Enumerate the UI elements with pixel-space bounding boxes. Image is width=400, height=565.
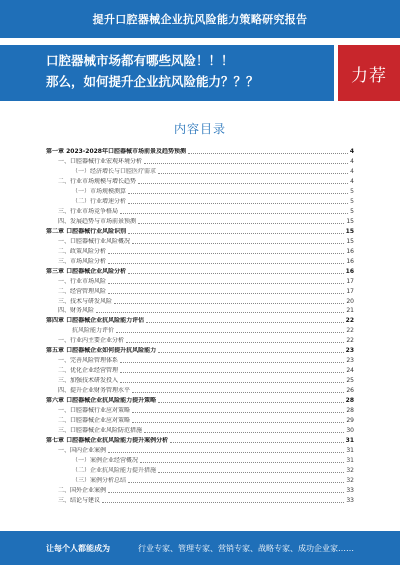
- toc-entry-title: 三、口腔器械企业风险防范措施: [58, 427, 143, 435]
- toc-entry-title: 第六章 口腔器械企业抗风险能力提升策略: [46, 397, 157, 405]
- toc-entry-page: 16: [346, 257, 354, 265]
- toc-entry[interactable]: [46, 256, 354, 266]
- toc-entry-title: 四、财务风险: [58, 307, 95, 315]
- toc-entry-page: 30: [346, 427, 354, 435]
- toc-entry-page: 31: [346, 457, 354, 464]
- toc-entry[interactable]: [46, 455, 354, 465]
- toc-entry[interactable]: [46, 176, 354, 186]
- toc-dot-leader: [158, 173, 348, 174]
- toc-entry-title: 一、口腔器械行业宏观环境分析: [58, 157, 143, 165]
- toc-dot-leader: [108, 452, 344, 453]
- toc-entry[interactable]: [46, 465, 354, 475]
- toc-dot-leader: [128, 193, 348, 194]
- toc-entry[interactable]: [46, 306, 354, 316]
- footer-bar: [0, 531, 400, 565]
- toc-dot-leader: [144, 432, 344, 433]
- toc-entry[interactable]: [46, 325, 354, 335]
- toc-dot-leader: [108, 253, 344, 254]
- toc-entry-title: 二、口腔器械企业应对策略: [58, 417, 131, 425]
- toc-dot-leader: [170, 442, 344, 443]
- toc-entry[interactable]: [46, 365, 354, 375]
- toc-entry-title: 二、优化企业经营管理: [58, 367, 119, 375]
- toc-dot-leader: [158, 402, 344, 403]
- toc-entry-page: 20: [346, 297, 354, 305]
- toc-entry-title: 一、国内企业案例: [58, 447, 107, 455]
- toc-entry-page: 15: [346, 217, 354, 225]
- toc-dot-leader: [132, 412, 344, 413]
- toc-dot-leader: [144, 163, 348, 164]
- toc-entry-page: 17: [346, 277, 354, 285]
- toc-entry[interactable]: [46, 485, 354, 495]
- toc-dot-leader: [102, 502, 344, 503]
- toc-dot-leader: [140, 462, 344, 463]
- recommend-badge-label: 力荐: [351, 65, 387, 86]
- toc-entry-page: 5: [350, 197, 354, 205]
- toc-dot-leader: [96, 312, 344, 313]
- toc-entry[interactable]: [46, 186, 354, 196]
- toc-entry[interactable]: [46, 335, 354, 345]
- toc-entry[interactable]: [46, 395, 354, 405]
- toc-entry-page: 24: [346, 367, 354, 375]
- toc-entry-title: 四、发展趋势与市场前景预测: [58, 217, 137, 225]
- toc-entry-title: 第四章 口腔器械企业抗风险能力评估: [46, 317, 145, 325]
- banner-headline: 口腔器械市场都有哪些风险！！！: [46, 53, 234, 68]
- toc-entry-page: 21: [346, 307, 354, 315]
- toc-entry-title: 第七章 口腔器械企业抗风险能力提升案例分析: [46, 437, 169, 445]
- toc-entry-page: 17: [346, 287, 354, 295]
- toc-dot-leader: [126, 342, 344, 343]
- toc-dot-leader: [114, 303, 344, 304]
- toc-entry-title: 第一章 2023-2028年口腔器械市场前景及趋势预测: [46, 147, 186, 155]
- toc-entry[interactable]: [46, 355, 354, 365]
- toc-dot-leader: [128, 233, 344, 234]
- toc-entry-page: 5: [350, 207, 354, 215]
- toc-heading: 内容目录: [173, 122, 226, 136]
- toc-entry-page: 22: [346, 327, 354, 335]
- toc-entry[interactable]: [46, 315, 354, 325]
- toc-dot-leader: [108, 293, 344, 294]
- toc-entry-page: 4: [350, 157, 354, 165]
- toc-entry[interactable]: [46, 196, 354, 206]
- toc-entry-title: 第五章 口腔器械企业如何提升抗风险能力: [46, 347, 157, 355]
- toc-entry-title: 一、口腔器械行业应对策略: [58, 407, 131, 415]
- toc-entry[interactable]: [46, 425, 354, 435]
- toc-entry[interactable]: [46, 375, 354, 385]
- toc-dot-leader: [138, 223, 344, 224]
- toc-entry[interactable]: [46, 166, 354, 176]
- toc-entry-title: 三、结论与建议: [58, 496, 101, 504]
- toc-entry-page: 22: [346, 337, 354, 345]
- top-header-bar: [0, 0, 400, 38]
- toc-entry-title: 二、经营管理风险: [58, 287, 107, 295]
- toc-entry[interactable]: [46, 286, 354, 296]
- toc-dot-leader: [146, 322, 344, 323]
- toc-entry-title: 一、行业市场风险: [58, 277, 107, 285]
- toc-dot-leader: [128, 273, 344, 274]
- toc-dot-leader: [108, 492, 344, 493]
- toc-entry-title: （一）市场规模测算: [72, 187, 127, 195]
- toc-dot-leader: [120, 362, 344, 363]
- toc-dot-leader: [120, 382, 344, 383]
- toc-entry-page: 33: [346, 496, 354, 504]
- toc-entry-page: 4: [349, 147, 354, 155]
- toc-entry-page: 28: [346, 407, 354, 415]
- toc-entry-title: 三、加强技术研发投入: [58, 377, 119, 385]
- footer-tagline: 行业专家、管理专家、营销专家、战略专家、成功企业家……: [138, 543, 354, 553]
- toc-dot-leader: [108, 283, 344, 284]
- toc-entry-page: 29: [346, 417, 354, 425]
- toc-dot-leader: [158, 352, 344, 353]
- toc-entry-title: 三、行业市场竞争格局: [58, 207, 119, 215]
- toc-entry-page: 26: [346, 387, 354, 395]
- toc-entry[interactable]: [46, 475, 354, 485]
- toc-entry-title: 第二章 口腔器械行业风险识别: [46, 227, 127, 235]
- toc-entry-page: 33: [346, 486, 354, 494]
- toc-entry-page: 23: [346, 357, 354, 365]
- toc-entry-page: 31: [345, 437, 354, 445]
- toc-dot-leader: [120, 213, 348, 214]
- toc-entry[interactable]: [46, 146, 354, 156]
- toc-entry[interactable]: [46, 296, 354, 306]
- toc-entry-page: 15: [346, 237, 354, 245]
- toc-entry-page: 31: [346, 447, 354, 455]
- toc-entry[interactable]: [46, 226, 354, 236]
- toc-entry-title: 三、技术与研发风险: [58, 297, 113, 305]
- toc-dot-leader: [188, 153, 348, 154]
- toc-entry-title: 一、行业内主要企业分析: [58, 337, 125, 345]
- recommend-badge: [338, 45, 400, 101]
- toc-entry[interactable]: [46, 276, 354, 286]
- toc-entry-page: 5: [350, 187, 354, 195]
- toc-entry-page: 25: [346, 377, 354, 385]
- toc-entry-title: 二、国外企业案例: [58, 486, 107, 494]
- toc-entry-title: （一）案例企业经营概况: [72, 457, 139, 464]
- toc-entry-title: 四、提升企业财务管理水平: [58, 387, 131, 395]
- toc-entry-title: （三）案例分析总结: [72, 476, 127, 484]
- toc-entry-title: 第三章 口腔器械企业风险分析: [46, 267, 127, 275]
- toc-dot-leader: [132, 243, 344, 244]
- toc-entry-title: 一、完善风险管理体系: [58, 357, 119, 365]
- toc-entry[interactable]: [46, 156, 354, 166]
- toc-entry-page: 32: [346, 466, 354, 474]
- toc-dot-leader: [128, 203, 348, 204]
- toc-entry-page: 28: [345, 397, 354, 405]
- toc-entry-page: 16: [345, 267, 354, 275]
- toc-entry[interactable]: [46, 415, 354, 425]
- footer-slogan: 让每个人都能成为: [46, 543, 110, 553]
- report-title: 提升口腔器械企业抗风险能力策略研究报告: [92, 13, 308, 26]
- toc-entry-title: （二）行业增速分析: [72, 197, 127, 205]
- toc-entry-title: （一）经济增长与口腔医疗需求: [72, 167, 157, 175]
- toc-entry[interactable]: [46, 445, 354, 455]
- toc-entry-title: （二）企业抗风险能力提升措施: [72, 466, 157, 474]
- toc-entry-title: 抗风险能力评价: [72, 327, 115, 335]
- toc-entry-page: 15: [345, 227, 354, 235]
- toc-entry-page: 32: [346, 476, 354, 484]
- toc-entry-title: 二、行业市场规模与增长趋势: [58, 177, 137, 185]
- toc-entry-page: 4: [350, 177, 354, 185]
- toc-entry-page: 4: [350, 167, 354, 175]
- toc-dot-leader: [116, 332, 344, 333]
- toc-dot-leader: [128, 482, 344, 483]
- toc-entry[interactable]: [46, 236, 354, 246]
- toc-entry-page: 23: [345, 347, 354, 355]
- toc-dot-leader: [132, 422, 344, 423]
- toc-entry[interactable]: [46, 216, 354, 226]
- toc-dot-leader: [158, 472, 344, 473]
- toc-entry-page: 22: [345, 317, 354, 325]
- question-banner: [0, 45, 400, 101]
- toc-entry[interactable]: [46, 385, 354, 395]
- toc-entry[interactable]: [46, 495, 354, 505]
- toc-entry[interactable]: [46, 266, 354, 276]
- toc-dot-leader: [138, 183, 348, 184]
- banner-text-block: [0, 45, 334, 101]
- table-of-contents: [46, 146, 354, 505]
- banner-subheadline: 那么，如何提升企业抗风险能力？？？: [46, 74, 259, 89]
- toc-dot-leader: [132, 392, 344, 393]
- toc-entry-title: 一、口腔器械行业风险概况: [58, 237, 131, 245]
- toc-entry[interactable]: [46, 206, 354, 216]
- toc-entry-title: 三、市场风险分析: [58, 257, 107, 265]
- toc-entry[interactable]: [46, 345, 354, 355]
- toc-entry[interactable]: [46, 435, 354, 445]
- toc-entry-title: 二、政策风险分析: [58, 247, 107, 255]
- toc-dot-leader: [108, 263, 344, 264]
- toc-entry-page: 16: [346, 247, 354, 255]
- toc-dot-leader: [120, 372, 344, 373]
- toc-entry[interactable]: [46, 246, 354, 256]
- toc-entry[interactable]: [46, 405, 354, 415]
